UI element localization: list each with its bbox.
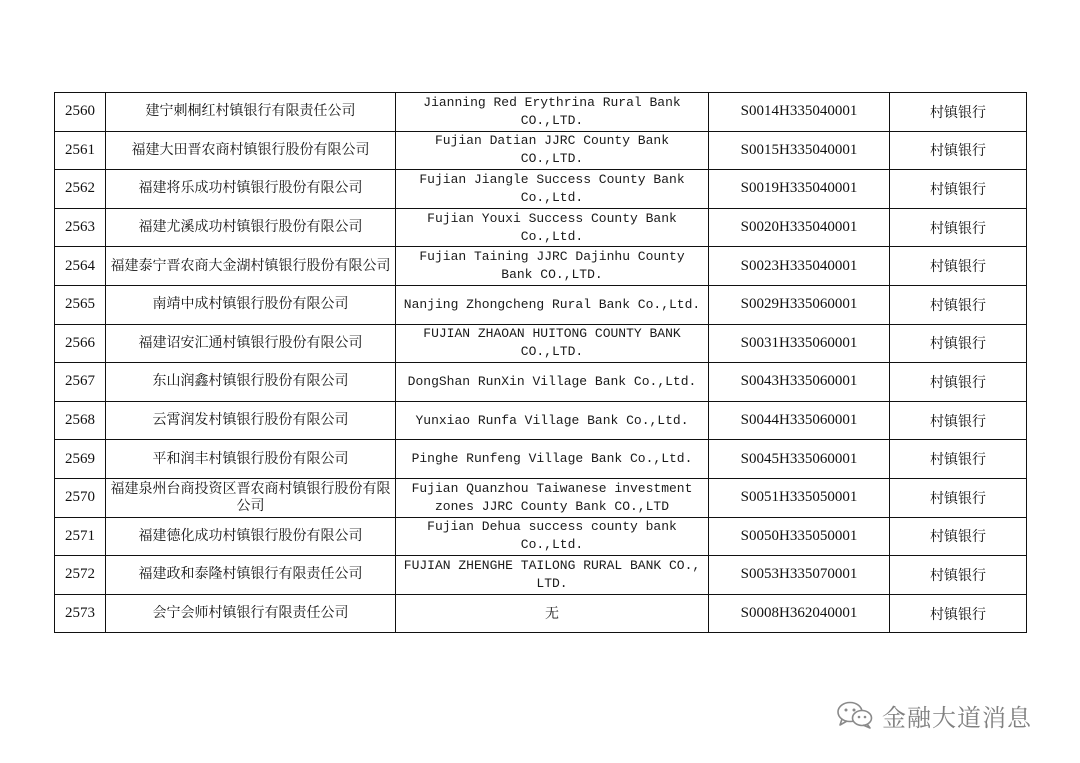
serial-number-cell: 2562 <box>55 170 106 209</box>
wechat-icon <box>836 700 874 730</box>
table-row <box>55 401 1027 440</box>
table-row <box>55 517 1027 556</box>
institution-type-cell: 村镇银行 <box>890 247 1027 286</box>
institution-code-cell: S0023H335040001 <box>709 247 890 286</box>
serial-number-cell: 2566 <box>55 324 106 363</box>
table-row <box>55 131 1027 170</box>
table-row <box>55 324 1027 363</box>
institution-type-cell: 村镇银行 <box>890 594 1027 633</box>
serial-number-cell: 2565 <box>55 285 106 324</box>
institution-type-cell: 村镇银行 <box>890 478 1027 517</box>
chinese-name-cell: 福建尤溪成功村镇银行股份有限公司 <box>106 208 396 247</box>
english-name-cell: Fujian Youxi Success County Bank Co.,Ltd. <box>396 208 709 247</box>
english-name-cell: Fujian Datian JJRC County Bank CO.,LTD. <box>396 131 709 170</box>
serial-number-cell: 2572 <box>55 556 106 595</box>
institution-code-cell: S0031H335060001 <box>709 324 890 363</box>
institution-code-cell: S0020H335040001 <box>709 208 890 247</box>
english-name-cell: FUJIAN ZHENGHE TAILONG RURAL BANK CO., LTD. <box>396 556 709 595</box>
table-row <box>55 208 1027 247</box>
english-name-cell: Jianning Red Erythrina Rural Bank CO.,LTD. <box>396 93 709 132</box>
english-name-cell: Fujian Taining JJRC Dajinhu County Bank CO.,LTD. <box>396 247 709 286</box>
serial-number-cell: 2573 <box>55 594 106 633</box>
institution-type-cell: 村镇银行 <box>890 440 1027 479</box>
institution-code-cell: S0043H335060001 <box>709 363 890 402</box>
serial-number-cell: 2571 <box>55 517 106 556</box>
serial-number-cell: 2567 <box>55 363 106 402</box>
institution-type-cell: 村镇银行 <box>890 556 1027 595</box>
institution-code-cell: S0045H335060001 <box>709 440 890 479</box>
institution-code-cell: S0019H335040001 <box>709 170 890 209</box>
english-name-cell: Pinghe Runfeng Village Bank Co.,Ltd. <box>396 440 709 479</box>
institution-type-cell: 村镇银行 <box>890 93 1027 132</box>
english-name-cell: Fujian Jiangle Success County Bank Co.,Ltd. <box>396 170 709 209</box>
chinese-name-cell: 会宁会师村镇银行有限责任公司 <box>106 594 396 633</box>
serial-number-cell: 2564 <box>55 247 106 286</box>
serial-number-cell: 2568 <box>55 401 106 440</box>
institution-code-cell: S0014H335040001 <box>709 93 890 132</box>
wechat-watermark <box>836 698 1032 732</box>
institution-code-cell: S0015H335040001 <box>709 131 890 170</box>
english-name-cell: Fujian Quanzhou Taiwanese investment zones JJRC County Bank CO.,LTD <box>396 478 709 517</box>
english-name-cell: Yunxiao Runfa Village Bank Co.,Ltd. <box>396 401 709 440</box>
chinese-name-cell: 东山润鑫村镇银行股份有限公司 <box>106 363 396 402</box>
institution-code-cell: S0053H335070001 <box>709 556 890 595</box>
institution-type-cell: 村镇银行 <box>890 401 1027 440</box>
institution-type-cell: 村镇银行 <box>890 170 1027 209</box>
institution-code-cell: S0044H335060001 <box>709 401 890 440</box>
table-row <box>55 170 1027 209</box>
table-row <box>55 363 1027 402</box>
chinese-name-cell: 云霄润发村镇银行股份有限公司 <box>106 401 396 440</box>
institution-code-cell: S0008H362040001 <box>709 594 890 633</box>
english-name-cell: Nanjing Zhongcheng Rural Bank Co.,Ltd. <box>396 285 709 324</box>
serial-number-cell: 2570 <box>55 478 106 517</box>
chinese-name-cell: 福建诏安汇通村镇银行股份有限公司 <box>106 324 396 363</box>
institution-code-cell: S0029H335060001 <box>709 285 890 324</box>
table-row <box>55 247 1027 286</box>
institution-type-cell: 村镇银行 <box>890 517 1027 556</box>
institution-code-cell: S0050H335050001 <box>709 517 890 556</box>
chinese-name-cell: 南靖中成村镇银行股份有限公司 <box>106 285 396 324</box>
serial-number-cell: 2563 <box>55 208 106 247</box>
english-name-cell: DongShan RunXin Village Bank Co.,Ltd. <box>396 363 709 402</box>
table-row <box>55 556 1027 595</box>
bank-list-table <box>54 92 1027 633</box>
serial-number-cell: 2569 <box>55 440 106 479</box>
english-name-cell: FUJIAN ZHAOAN HUITONG COUNTY BANK CO.,LTD. <box>396 324 709 363</box>
chinese-name-cell: 福建泰宁晋农商大金湖村镇银行股份有限公司 <box>106 247 396 286</box>
table-row <box>55 478 1027 517</box>
institution-type-cell: 村镇银行 <box>890 208 1027 247</box>
institution-type-cell: 村镇银行 <box>890 285 1027 324</box>
serial-number-cell: 2560 <box>55 93 106 132</box>
table-row <box>55 285 1027 324</box>
watermark-text: 金融大道消息 <box>882 703 1032 732</box>
table-row <box>55 594 1027 633</box>
chinese-name-cell: 福建政和泰隆村镇银行有限责任公司 <box>106 556 396 595</box>
chinese-name-cell: 福建泉州台商投资区晋农商村镇银行股份有限公司 <box>106 478 396 517</box>
table-row <box>55 440 1027 479</box>
chinese-name-cell: 建宁刺桐红村镇银行有限责任公司 <box>106 93 396 132</box>
english-name-cell: 无 <box>396 594 709 633</box>
english-name-cell: Fujian Dehua success county bank Co.,Ltd. <box>396 517 709 556</box>
chinese-name-cell: 福建德化成功村镇银行股份有限公司 <box>106 517 396 556</box>
institution-type-cell: 村镇银行 <box>890 324 1027 363</box>
chinese-name-cell: 福建将乐成功村镇银行股份有限公司 <box>106 170 396 209</box>
chinese-name-cell: 平和润丰村镇银行股份有限公司 <box>106 440 396 479</box>
institution-type-cell: 村镇银行 <box>890 131 1027 170</box>
chinese-name-cell: 福建大田晋农商村镇银行股份有限公司 <box>106 131 396 170</box>
table-body <box>55 93 1027 633</box>
serial-number-cell: 2561 <box>55 131 106 170</box>
table-row <box>55 93 1027 132</box>
institution-code-cell: S0051H335050001 <box>709 478 890 517</box>
institution-type-cell: 村镇银行 <box>890 363 1027 402</box>
